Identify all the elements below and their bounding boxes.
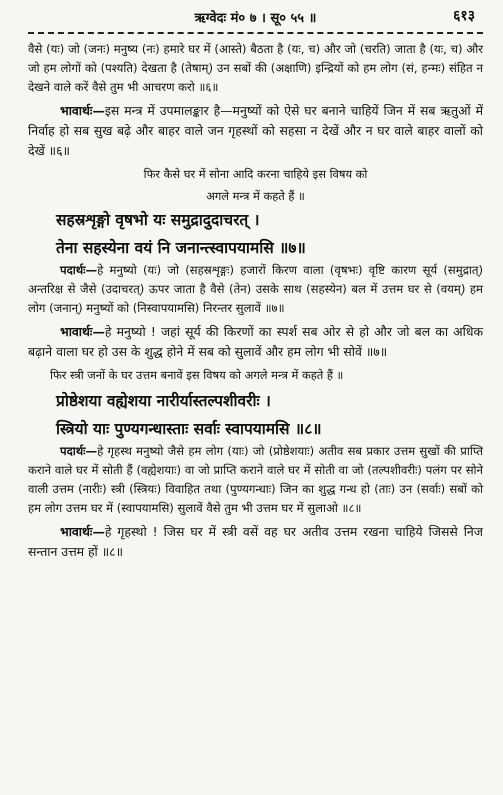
verse7-bhavartha — [28, 322, 483, 362]
verse8-intro: फिर स्त्री जनों के घर उत्तम बनावें इस विषय को अगले मन्त्र में कहते हैं ॥ — [50, 368, 344, 382]
bhavartha-text: हे मनुष्यो ! जहां सूर्य की किरणों का स्पर्श सब ओर से हो और जो बल का अधिक बढ़ाने वाला घर हो उस के शुद्ध होने में सब को सुलावें और हम लोग भी सोवें ॥७॥ — [28, 324, 483, 359]
bhavartha-label: भावार्थः— — [60, 324, 105, 339]
verse7-intro-line1: फिर कैसे घर में सोना आदि करना चाहिये इस विषय को — [143, 167, 368, 181]
bhavartha-label: भावार्थः— — [60, 524, 105, 539]
mantra7-line2: तेना सहस्येना वयं नि जनान्त्स्वापयामसि ॥७॥ — [56, 238, 306, 257]
verse6-padartha: वैसे (यः) जो (जनः) मनुष्य (नः) हमारे घर में (आस्ते) बैठता है (यः, च) और जो (चरति) जाता है (यः, च) और जो हम लोगों को (पश्यति) देखता है (तेषाम्) उन सबों की (अक्षाणि) इन्द्रियों को हम लोग (सं, हन्मः) संहित न देखने वाले करें वैसे तुम भी आचरण करो ॥६॥ — [28, 42, 483, 94]
verse6-bhavartha — [28, 101, 483, 161]
mantra8-line1: प्रोष्ठेशया वह्येशया नारीर्यास्तल्पशीवरीः । — [56, 391, 271, 410]
page-header — [28, 0, 483, 30]
verse8-bhavartha — [28, 522, 483, 562]
bhavartha-text: इस मन्त्र में उपमालङ्कार है—मनुष्यों को ऐसे घर बनाने चाहियें जिन में सब ऋतुओं में निर्वाह हो सब सुख बढ़े और बाहर वाले जन गृहस्थों को सहसा न देखें और न घर वाले बाहर वालों को देखें ॥६॥ — [28, 103, 483, 158]
padartha-text: हे गृहस्थ मनुष्यो जैसे हम लोग (याः) जो (प्रोष्ठेशयाः) अतीव सब प्रकार उत्तम सुखों की प्राप्ति कराने वाले घर में सोती हैं (वह्येशयाः) वा जो प्राप्ति कराने वाले घर में सोती वा जो (तल्पशीवरीः) पलंग पर सोने वाली उत्तम (नारीः) स्त्री (स्त्रियः) विवाहित तथा (पुण्यगन्धाः) जिन का शुद्ध गन्ध हो (ताः) उन (सर्वाः) सबों को हम लोग उत्तम घर में (स्वापयामसि) सुलावें वैसे तुम भी उत्तम घर में सुलाओ ॥८॥ — [28, 444, 483, 515]
page-number: ६१३ — [453, 8, 475, 24]
bhavartha-text: हे गृहस्थो ! जिस घर में स्त्री वसें वह घर अतीव उत्तम रखना चाहिये जिससे निज सन्तान उत्तम हों ॥८॥ — [28, 524, 483, 559]
padartha-label: पदार्थः— — [60, 263, 98, 277]
running-head: ऋग्वेदः मं० ७ । सू० ५५ ॥ — [194, 11, 317, 26]
verse8-padartha — [28, 442, 483, 518]
padartha-label: पदार्थः— — [60, 444, 98, 458]
mantra8-line2: स्त्रियो याः पुण्यगन्धास्ताः सर्वाः स्वापयामसि ॥८॥ — [56, 419, 322, 438]
verse7-padartha — [28, 261, 483, 318]
padartha-text: हे मनुष्यो (यः) जो (सहस्रशृङ्गः) हजारों किरण वाला (वृषभः) वृष्टि कारण सूर्य (समुद्रात्) अन्तरिक्ष से जैसे (उदाचरत्) ऊपर जाता है वैसे (तेन) उसके साथ (सहस्येन) बल में उत्तम घर से (वयम्) हम लोग (जनान्) मनुष्यों को (निस्वापयामसि) निरन्तर सुलावें ॥७॥ — [28, 263, 483, 315]
header-rule — [28, 32, 483, 34]
verse7-intro-line2: अगले मन्त्र में कहते हैं ॥ — [206, 189, 305, 203]
bhavartha-label: भावार्थः— — [60, 103, 105, 118]
mantra7-line1: सहस्रशृङ्गो वृषभो यः समुद्रादुदाचरत् । — [56, 210, 260, 229]
